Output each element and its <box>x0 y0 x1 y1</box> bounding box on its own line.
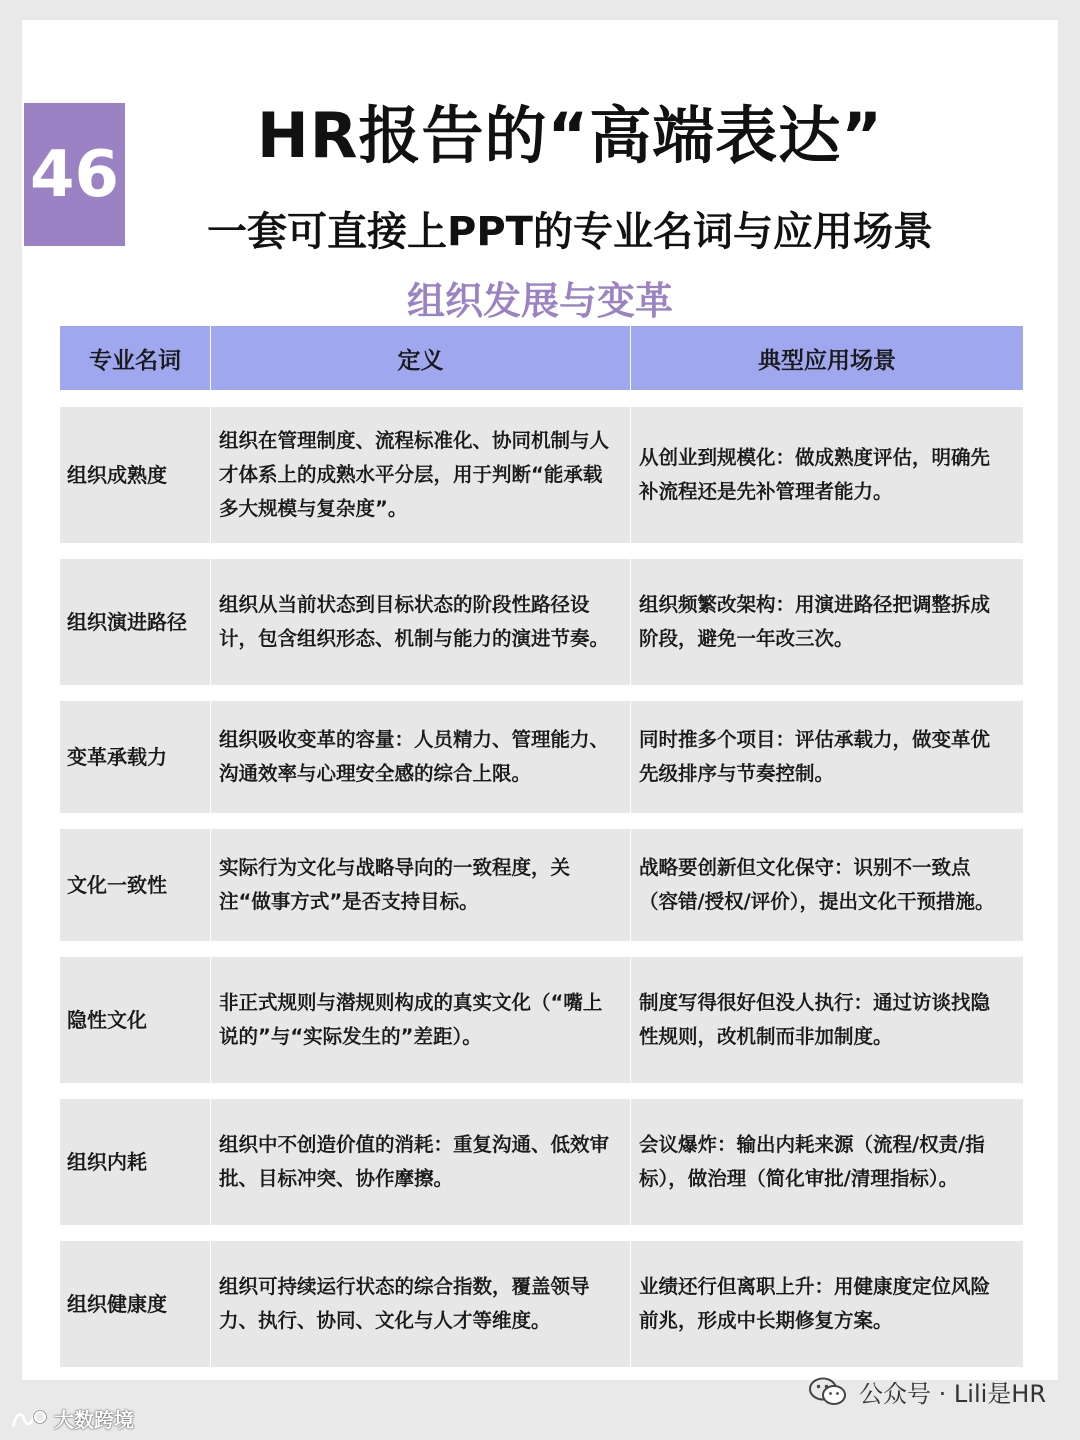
header-definition: 定义 <box>211 326 631 390</box>
term-cell: 组织成熟度 <box>60 407 211 543</box>
page-title: HR报告的“高端表达” <box>256 99 884 172</box>
scenario-cell: 制度写得很好但没人执行：通过访谈找隐性规则，改机制而非加制度。 <box>639 991 991 1048</box>
term-cell: 隐性文化 <box>60 957 211 1083</box>
account-footer <box>809 1374 1046 1409</box>
scenario-cell: 业绩还行但离职上升：用健康度定位风险前兆，形成中长期修复方案。 <box>639 1275 991 1332</box>
definition-cell: 非正式规则与潜规则构成的真实文化（“嘴上说的”与“实际发生的”差距）。 <box>211 957 631 1083</box>
table-row <box>60 407 1023 543</box>
watermark-text: 大数跨境 <box>54 1408 134 1432</box>
scenario-cell: 从创业到规模化：做成熟度评估，明确先补流程还是先补管理者能力。 <box>639 446 991 503</box>
table-row <box>60 701 1023 813</box>
scenario-cell: 战略要创新但文化保守：识别不一致点（容错/授权/评价），提出文化干预措施。 <box>639 856 995 913</box>
definition-cell: 组织在管理制度、流程标准化、协同机制与人才体系上的成熟水平分层，用于判断“能承载多大规模与复杂度”。 <box>211 407 631 543</box>
term-cell: 组织演进路径 <box>60 559 211 685</box>
page-subtitle: 一套可直接上PPT的专业名词与应用场景 <box>207 209 933 255</box>
table-row <box>60 957 1023 1083</box>
scenario-cell: 会议爆炸：输出内耗来源（流程/权责/指标），做治理（简化审批/清理指标）。 <box>639 1133 985 1190</box>
header-term: 专业名词 <box>60 326 211 390</box>
scenario-cell: 组织频繁改架构：用演进路径把调整拆成阶段，避免一年改三次。 <box>639 593 991 650</box>
table-body <box>60 407 1023 1383</box>
definition-cell: 组织可持续运行状态的综合指数，覆盖领导力、执行、协同、文化与人才等维度。 <box>211 1241 631 1367</box>
dashu-logo-icon <box>10 1407 50 1431</box>
definition-cell: 组织中不创造价值的消耗：重复沟通、低效审批、目标冲突、协作摩擦。 <box>211 1099 631 1225</box>
header-scenario: 典型应用场景 <box>758 347 896 374</box>
definition-cell: 组织从当前状态到目标状态的阶段性路径设计，包含组织形态、机制与能力的演进节奏。 <box>211 559 631 685</box>
account-name: 公众号 · Lili是HR <box>859 1380 1046 1408</box>
table-row <box>60 829 1023 941</box>
table-header <box>60 326 1023 390</box>
table-row <box>60 1099 1023 1225</box>
term-cell: 组织内耗 <box>60 1099 211 1225</box>
scenario-cell: 同时推多个项目：评估承载力，做变革优先级排序与节奏控制。 <box>639 728 991 785</box>
wechat-icon <box>809 1377 847 1407</box>
definition-cell: 实际行为文化与战略导向的一致程度，关注“做事方式”是否支持目标。 <box>211 829 631 941</box>
term-cell: 变革承载力 <box>60 701 211 813</box>
term-cell: 组织健康度 <box>60 1241 211 1367</box>
table-row <box>60 559 1023 685</box>
section-title: 组织发展与变革 <box>406 279 673 323</box>
table-row <box>60 1241 1023 1367</box>
definition-cell: 组织吸收变革的容量：人员精力、管理能力、沟通效率与心理安全感的综合上限。 <box>211 701 631 813</box>
watermark <box>10 1404 134 1433</box>
number-badge: 46 <box>24 103 125 246</box>
term-cell: 文化一致性 <box>60 829 211 941</box>
